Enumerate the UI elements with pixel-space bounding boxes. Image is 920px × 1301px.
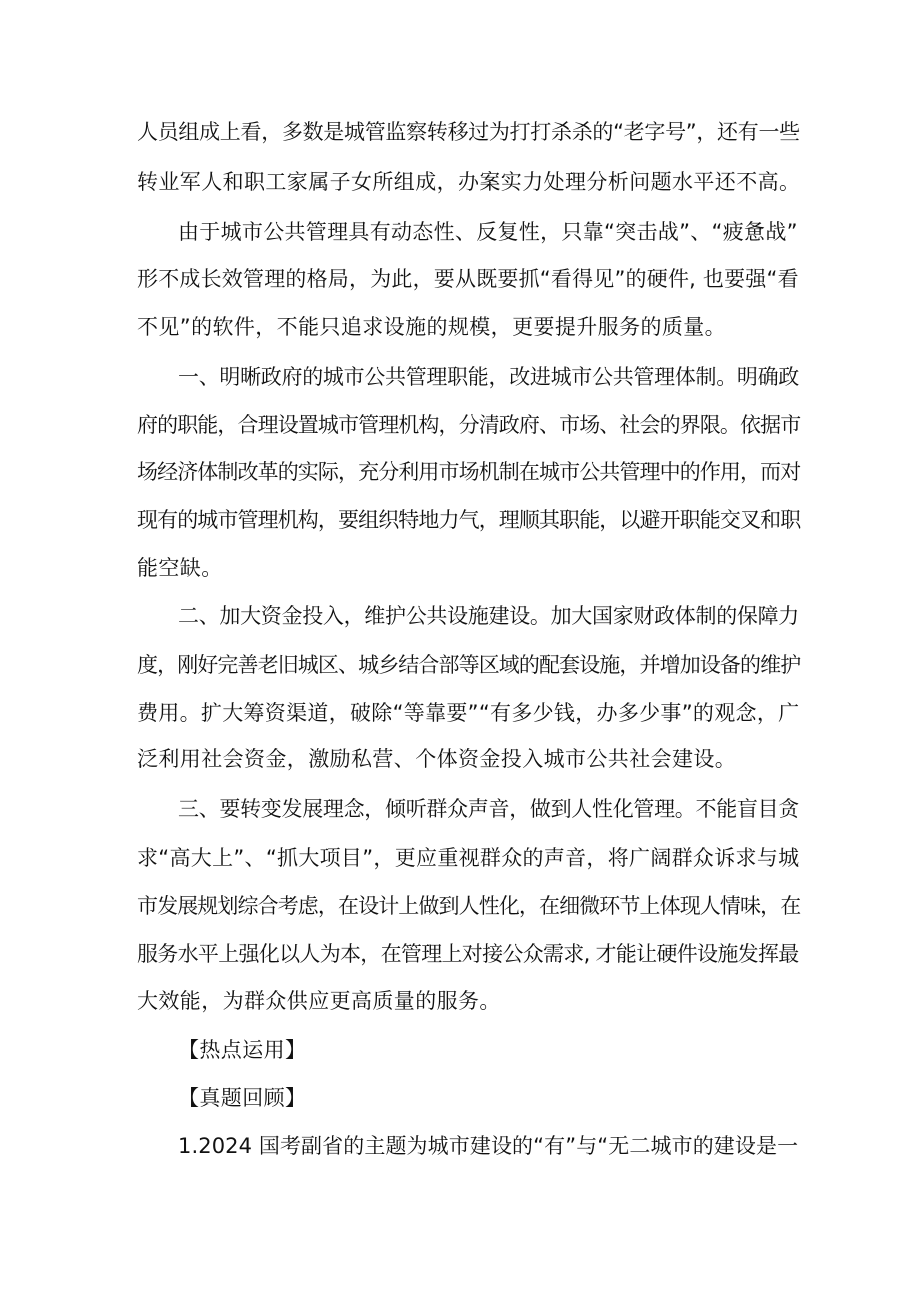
- text-line: 费用。扩大筹资渠道，破除“等靠要”“有多少钱，办多少事”的观念，广: [137, 701, 800, 725]
- text-line: 人员组成上看，多数是城管监察转移过为打打杀杀的“老字号”，还有一些: [137, 120, 800, 144]
- text-line: 三、要转变发展理念，倾听群众声音，做到人性化管理。不能盲目贪: [178, 797, 799, 821]
- question-line: 1.2024 国考副省的主题为城市建设的“有”与“无二城市的建设是一: [178, 1134, 799, 1158]
- text-line: 不见”的软件，不能只追求设施的规模，更要提升服务的质量。: [137, 315, 727, 339]
- text-line: 形不成长效管理的格局，为此，要从既要抓“看得见”的硬件, 也要强“看: [137, 267, 799, 291]
- text-line: 市发展规划综合考虑，在设计上做到人性化，在细微环节上体现人情味，在: [137, 894, 801, 918]
- text-line: 由于城市公共管理具有动态性、反复性，只靠“突击战”、“疲惫战”: [178, 220, 798, 244]
- text-line: 转业军人和职工家属子女所组成，办案实力处理分析问题水平还不高。: [137, 170, 801, 194]
- text-line: 泛利用社会资金，激励私营、个体资金投入城市公共社会建设。: [137, 747, 737, 771]
- text-line: 府的职能，合理设置城市管理机构，分清政府、市场、社会的界限。依据市: [137, 413, 801, 437]
- text-line: 服务水平上强化以人为本，在管理上对接公众需求, 才能让硬件设施发挥最: [137, 942, 799, 966]
- text-line: 场经济体制改革的实际，充分利用市场机制在城市公共管理中的作用，而对: [137, 460, 801, 484]
- text-line: 求“高大上”、“抓大项目”，更应重视群众的声音，将广阔群众诉求与城: [137, 846, 800, 870]
- text-line: 二、加大资金投入，维护公共设施建设。加大国家财政体制的保障力: [178, 604, 799, 628]
- text-line: 现有的城市管理机构，要组织特地力气，理顺其职能，以避开职能交叉和职: [137, 508, 801, 532]
- section-heading-past-questions: 【真题回顾】: [178, 1086, 307, 1110]
- text-line: 一、明晰政府的城市公共管理职能，改进城市公共管理体制。明确政: [178, 365, 799, 389]
- text-line: 大效能，为群众供应更高质量的服务。: [137, 989, 501, 1013]
- text-line: 能空缺。: [137, 556, 223, 580]
- section-heading-hot-topic: 【热点运用】: [178, 1038, 307, 1062]
- text-line: 度，刚好完善老旧城区、城乡结合部等区域的配套设施，并增加设备的维护: [137, 653, 801, 677]
